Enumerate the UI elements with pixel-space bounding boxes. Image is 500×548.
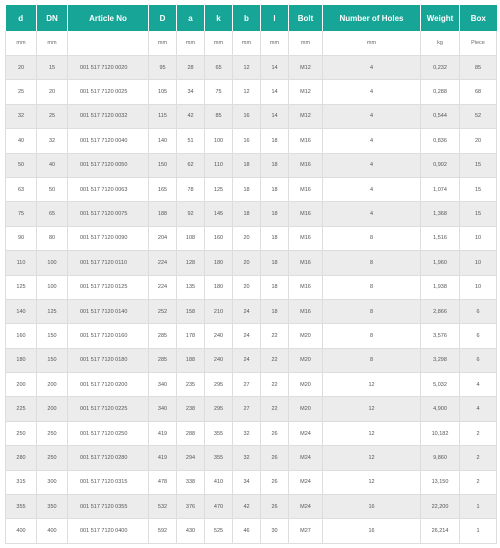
table-cell: 001 517 7120 0355 xyxy=(68,495,149,519)
table-cell: 160 xyxy=(6,324,37,348)
table-cell: 350 xyxy=(37,495,68,519)
table-cell: 001 517 7120 0140 xyxy=(68,299,149,323)
table-cell: 18 xyxy=(261,299,289,323)
unit-cell: kg xyxy=(421,31,460,56)
flange-dimensions-table xyxy=(5,5,497,544)
table-row xyxy=(6,202,497,226)
column-header: Article No xyxy=(68,5,149,31)
table-cell: 001 517 7120 0280 xyxy=(68,446,149,470)
table-cell: 16 xyxy=(233,129,261,153)
table-row xyxy=(6,56,497,80)
table-cell: 6 xyxy=(460,348,497,372)
table-cell: 355 xyxy=(205,421,233,445)
table-cell: 100 xyxy=(205,129,233,153)
header-row xyxy=(6,5,497,31)
table-cell: 46 xyxy=(233,519,261,543)
table-cell: 105 xyxy=(149,80,177,104)
table-cell: 26 xyxy=(261,421,289,445)
table-cell: 0,836 xyxy=(421,129,460,153)
table-cell: M20 xyxy=(289,348,323,372)
table-cell: 24 xyxy=(233,299,261,323)
table-cell: 285 xyxy=(149,324,177,348)
table-cell: 1,368 xyxy=(421,202,460,226)
unit-cell: mm xyxy=(6,31,37,56)
unit-cell: mm xyxy=(37,31,68,56)
table-cell: M12 xyxy=(289,80,323,104)
table-cell: 15 xyxy=(460,202,497,226)
table-cell: 18 xyxy=(233,177,261,201)
table-cell: 4 xyxy=(460,373,497,397)
table-cell: M16 xyxy=(289,202,323,226)
unit-cell: mm xyxy=(323,31,421,56)
table-row xyxy=(6,177,497,201)
table-cell: M16 xyxy=(289,251,323,275)
table-cell: 12 xyxy=(233,56,261,80)
table-cell: 400 xyxy=(37,519,68,543)
table-cell: M20 xyxy=(289,373,323,397)
table-cell: 6 xyxy=(460,324,497,348)
unit-cell: mm xyxy=(149,31,177,56)
table-cell: 2 xyxy=(460,446,497,470)
table-row xyxy=(6,299,497,323)
table-cell: 8 xyxy=(323,324,421,348)
table-cell: 10 xyxy=(460,251,497,275)
table-cell: 285 xyxy=(149,348,177,372)
table-cell: 001 517 7120 0090 xyxy=(68,226,149,250)
table-cell: 400 xyxy=(6,519,37,543)
table-cell: 75 xyxy=(205,80,233,104)
table-row xyxy=(6,104,497,128)
table-cell: 12 xyxy=(323,373,421,397)
table-cell: 12 xyxy=(323,446,421,470)
table-cell: 50 xyxy=(37,177,68,201)
table-cell: 178 xyxy=(177,324,205,348)
table-cell: 92 xyxy=(177,202,205,226)
table-cell: 90 xyxy=(6,226,37,250)
table-cell: 8 xyxy=(323,299,421,323)
table-cell: 240 xyxy=(205,348,233,372)
table-row xyxy=(6,324,497,348)
table-cell: 6 xyxy=(460,299,497,323)
table-cell: 15 xyxy=(37,56,68,80)
table-cell: 10 xyxy=(460,275,497,299)
table-cell: 001 517 7120 0315 xyxy=(68,470,149,494)
table-cell: 1 xyxy=(460,495,497,519)
table-cell: 85 xyxy=(460,56,497,80)
unit-cell xyxy=(68,31,149,56)
table-cell: 18 xyxy=(233,153,261,177)
table-row xyxy=(6,397,497,421)
table-cell: 1,074 xyxy=(421,177,460,201)
table-cell: M16 xyxy=(289,275,323,299)
table-cell: 68 xyxy=(460,80,497,104)
column-header: Weight xyxy=(421,5,460,31)
table-cell: 001 517 7120 0250 xyxy=(68,421,149,445)
table-row xyxy=(6,80,497,104)
table-cell: 001 517 7120 0180 xyxy=(68,348,149,372)
table-cell: 4 xyxy=(323,104,421,128)
table-cell: 3,576 xyxy=(421,324,460,348)
table-row xyxy=(6,348,497,372)
table-cell: 165 xyxy=(149,177,177,201)
table-cell: 288 xyxy=(177,421,205,445)
table-cell: 25 xyxy=(6,80,37,104)
table-cell: 250 xyxy=(6,421,37,445)
table-cell: 22 xyxy=(261,397,289,421)
table-cell: 200 xyxy=(6,373,37,397)
table-cell: 410 xyxy=(205,470,233,494)
table-row xyxy=(6,519,497,543)
table-cell: 204 xyxy=(149,226,177,250)
table-cell: M12 xyxy=(289,56,323,80)
table-cell: 180 xyxy=(205,251,233,275)
table-cell: 32 xyxy=(233,421,261,445)
table-cell: 63 xyxy=(6,177,37,201)
table-cell: 0,288 xyxy=(421,80,460,104)
table-cell: 4 xyxy=(323,153,421,177)
table-cell: 4,900 xyxy=(421,397,460,421)
table-cell: 52 xyxy=(460,104,497,128)
table-cell: 8 xyxy=(323,348,421,372)
table-cell: 14 xyxy=(261,56,289,80)
table-cell: 376 xyxy=(177,495,205,519)
table-cell: 188 xyxy=(149,202,177,226)
table-cell: 430 xyxy=(177,519,205,543)
table-cell: 22 xyxy=(261,324,289,348)
table-cell: M27 xyxy=(289,519,323,543)
table-cell: 592 xyxy=(149,519,177,543)
table-cell: 34 xyxy=(177,80,205,104)
table-cell: 001 517 7120 0200 xyxy=(68,373,149,397)
table-cell: 4 xyxy=(323,129,421,153)
table-cell: 135 xyxy=(177,275,205,299)
table-cell: 200 xyxy=(37,373,68,397)
table-cell: 240 xyxy=(205,324,233,348)
table-cell: 18 xyxy=(233,202,261,226)
table-cell: 128 xyxy=(177,251,205,275)
table-cell: 14 xyxy=(261,104,289,128)
table-cell: 24 xyxy=(233,348,261,372)
table-row xyxy=(6,495,497,519)
table-cell: 26 xyxy=(261,495,289,519)
table-cell: 20 xyxy=(233,275,261,299)
flange-dimensions-table-container xyxy=(5,5,496,544)
table-cell: 235 xyxy=(177,373,205,397)
table-cell: 250 xyxy=(37,446,68,470)
units-row xyxy=(6,31,497,56)
table-cell: 225 xyxy=(6,397,37,421)
table-cell: 50 xyxy=(6,153,37,177)
table-cell: 338 xyxy=(177,470,205,494)
table-cell: 160 xyxy=(205,226,233,250)
table-cell: 001 517 7120 0160 xyxy=(68,324,149,348)
column-header: k xyxy=(205,5,233,31)
table-cell: 12 xyxy=(323,470,421,494)
table-cell: 300 xyxy=(37,470,68,494)
table-cell: 294 xyxy=(177,446,205,470)
table-cell: 140 xyxy=(149,129,177,153)
table-cell: 419 xyxy=(149,446,177,470)
table-cell: 78 xyxy=(177,177,205,201)
table-cell: 32 xyxy=(6,104,37,128)
table-cell: 180 xyxy=(6,348,37,372)
table-cell: 20 xyxy=(37,80,68,104)
table-cell: 32 xyxy=(233,446,261,470)
unit-cell: mm xyxy=(233,31,261,56)
table-cell: 115 xyxy=(149,104,177,128)
table-cell: 001 517 7120 0050 xyxy=(68,153,149,177)
table-cell: 42 xyxy=(177,104,205,128)
table-cell: M16 xyxy=(289,177,323,201)
table-cell: 62 xyxy=(177,153,205,177)
table-cell: 20 xyxy=(460,129,497,153)
unit-cell: mm xyxy=(261,31,289,56)
table-cell: 238 xyxy=(177,397,205,421)
table-cell: 1 xyxy=(460,519,497,543)
table-cell: 2 xyxy=(460,421,497,445)
table-row xyxy=(6,251,497,275)
table-cell: 25 xyxy=(37,104,68,128)
table-row xyxy=(6,446,497,470)
table-cell: 24 xyxy=(233,324,261,348)
table-cell: 16 xyxy=(233,104,261,128)
table-cell: 295 xyxy=(205,397,233,421)
table-cell: 22,200 xyxy=(421,495,460,519)
table-cell: 188 xyxy=(177,348,205,372)
table-cell: 100 xyxy=(37,275,68,299)
table-cell: 355 xyxy=(6,495,37,519)
table-cell: 18 xyxy=(261,177,289,201)
table-cell: 1,516 xyxy=(421,226,460,250)
table-cell: 20 xyxy=(233,226,261,250)
table-cell: M16 xyxy=(289,153,323,177)
column-header: b xyxy=(233,5,261,31)
table-cell: 18 xyxy=(261,226,289,250)
table-cell: 13,150 xyxy=(421,470,460,494)
table-cell: 150 xyxy=(37,348,68,372)
table-cell: 110 xyxy=(205,153,233,177)
table-cell: 100 xyxy=(37,251,68,275)
table-cell: 26 xyxy=(261,446,289,470)
table-cell: 252 xyxy=(149,299,177,323)
table-cell: 22 xyxy=(261,348,289,372)
table-cell: 85 xyxy=(205,104,233,128)
table-cell: 40 xyxy=(37,153,68,177)
table-cell: 18 xyxy=(261,251,289,275)
table-cell: 0,902 xyxy=(421,153,460,177)
table-row xyxy=(6,373,497,397)
table-cell: M16 xyxy=(289,226,323,250)
table-cell: 125 xyxy=(205,177,233,201)
table-cell: 180 xyxy=(205,275,233,299)
table-cell: 10 xyxy=(460,226,497,250)
table-cell: M24 xyxy=(289,470,323,494)
table-cell: 42 xyxy=(233,495,261,519)
table-cell: 27 xyxy=(233,397,261,421)
column-header: Bolt xyxy=(289,5,323,31)
table-cell: 65 xyxy=(205,56,233,80)
table-cell: 295 xyxy=(205,373,233,397)
table-cell: 470 xyxy=(205,495,233,519)
unit-cell: mm xyxy=(205,31,233,56)
table-cell: 8 xyxy=(323,251,421,275)
table-row xyxy=(6,153,497,177)
table-cell: 125 xyxy=(6,275,37,299)
table-cell: 18 xyxy=(261,129,289,153)
table-cell: 4 xyxy=(460,397,497,421)
table-cell: M12 xyxy=(289,104,323,128)
table-cell: 001 517 7120 0110 xyxy=(68,251,149,275)
table-cell: 14 xyxy=(261,80,289,104)
table-cell: 8 xyxy=(323,275,421,299)
table-cell: 224 xyxy=(149,275,177,299)
table-cell: 4 xyxy=(323,56,421,80)
table-cell: 30 xyxy=(261,519,289,543)
table-row xyxy=(6,226,497,250)
table-cell: 355 xyxy=(205,446,233,470)
table-cell: 95 xyxy=(149,56,177,80)
table-cell: 001 517 7120 0225 xyxy=(68,397,149,421)
table-cell: 0,232 xyxy=(421,56,460,80)
table-row xyxy=(6,129,497,153)
table-cell: 16 xyxy=(323,519,421,543)
table-cell: 315 xyxy=(6,470,37,494)
table-cell: M20 xyxy=(289,324,323,348)
unit-cell: Piece xyxy=(460,31,497,56)
table-cell: 001 517 7120 0400 xyxy=(68,519,149,543)
table-cell: 20 xyxy=(6,56,37,80)
table-cell: 8 xyxy=(323,226,421,250)
table-cell: M24 xyxy=(289,446,323,470)
table-cell: 18 xyxy=(261,153,289,177)
table-cell: 15 xyxy=(460,153,497,177)
table-cell: 158 xyxy=(177,299,205,323)
table-cell: 525 xyxy=(205,519,233,543)
table-row xyxy=(6,275,497,299)
table-cell: 40 xyxy=(6,129,37,153)
table-cell: 15 xyxy=(460,177,497,201)
table-cell: 80 xyxy=(37,226,68,250)
unit-cell: mm xyxy=(289,31,323,56)
table-cell: 200 xyxy=(37,397,68,421)
table-cell: 001 517 7120 0025 xyxy=(68,80,149,104)
table-cell: 0,544 xyxy=(421,104,460,128)
table-cell: 12 xyxy=(323,421,421,445)
table-cell: M16 xyxy=(289,129,323,153)
table-cell: M16 xyxy=(289,299,323,323)
table-cell: 4 xyxy=(323,202,421,226)
table-cell: 001 517 7120 0032 xyxy=(68,104,149,128)
table-cell: 26,214 xyxy=(421,519,460,543)
table-cell: 1,960 xyxy=(421,251,460,275)
table-cell: 145 xyxy=(205,202,233,226)
table-cell: 150 xyxy=(37,324,68,348)
table-cell: 2,866 xyxy=(421,299,460,323)
table-cell: 001 517 7120 0020 xyxy=(68,56,149,80)
table-cell: 224 xyxy=(149,251,177,275)
table-cell: 28 xyxy=(177,56,205,80)
table-cell: 12 xyxy=(233,80,261,104)
table-cell: 51 xyxy=(177,129,205,153)
column-header: a xyxy=(177,5,205,31)
table-cell: M24 xyxy=(289,495,323,519)
table-cell: 001 517 7120 0075 xyxy=(68,202,149,226)
table-cell: 001 517 7120 0040 xyxy=(68,129,149,153)
table-cell: 18 xyxy=(261,202,289,226)
column-header: Number of Holes xyxy=(323,5,421,31)
table-cell: M20 xyxy=(289,397,323,421)
table-cell: 65 xyxy=(37,202,68,226)
table-cell: 140 xyxy=(6,299,37,323)
table-cell: 3,298 xyxy=(421,348,460,372)
column-header: d xyxy=(6,5,37,31)
column-header: l xyxy=(261,5,289,31)
table-cell: 250 xyxy=(37,421,68,445)
table-cell: 340 xyxy=(149,397,177,421)
table-cell: 478 xyxy=(149,470,177,494)
column-header: D xyxy=(149,5,177,31)
table-cell: 280 xyxy=(6,446,37,470)
table-cell: 26 xyxy=(261,470,289,494)
table-cell: 001 517 7120 0125 xyxy=(68,275,149,299)
table-cell: 2 xyxy=(460,470,497,494)
table-cell: 10,182 xyxy=(421,421,460,445)
table-cell: 34 xyxy=(233,470,261,494)
table-cell: 4 xyxy=(323,80,421,104)
table-cell: 12 xyxy=(323,397,421,421)
table-cell: 001 517 7120 0063 xyxy=(68,177,149,201)
table-cell: 108 xyxy=(177,226,205,250)
table-cell: 20 xyxy=(233,251,261,275)
table-cell: 32 xyxy=(37,129,68,153)
table-cell: M24 xyxy=(289,421,323,445)
column-header: DN xyxy=(37,5,68,31)
table-row xyxy=(6,470,497,494)
table-cell: 5,032 xyxy=(421,373,460,397)
unit-cell: mm xyxy=(177,31,205,56)
table-cell: 22 xyxy=(261,373,289,397)
table-cell: 419 xyxy=(149,421,177,445)
table-row xyxy=(6,421,497,445)
table-cell: 18 xyxy=(261,275,289,299)
table-cell: 16 xyxy=(323,495,421,519)
table-cell: 210 xyxy=(205,299,233,323)
table-cell: 532 xyxy=(149,495,177,519)
table-cell: 9,860 xyxy=(421,446,460,470)
table-cell: 1,938 xyxy=(421,275,460,299)
table-cell: 150 xyxy=(149,153,177,177)
table-cell: 340 xyxy=(149,373,177,397)
table-cell: 125 xyxy=(37,299,68,323)
table-cell: 27 xyxy=(233,373,261,397)
table-cell: 110 xyxy=(6,251,37,275)
table-cell: 4 xyxy=(323,177,421,201)
column-header: Box xyxy=(460,5,497,31)
table-cell: 75 xyxy=(6,202,37,226)
